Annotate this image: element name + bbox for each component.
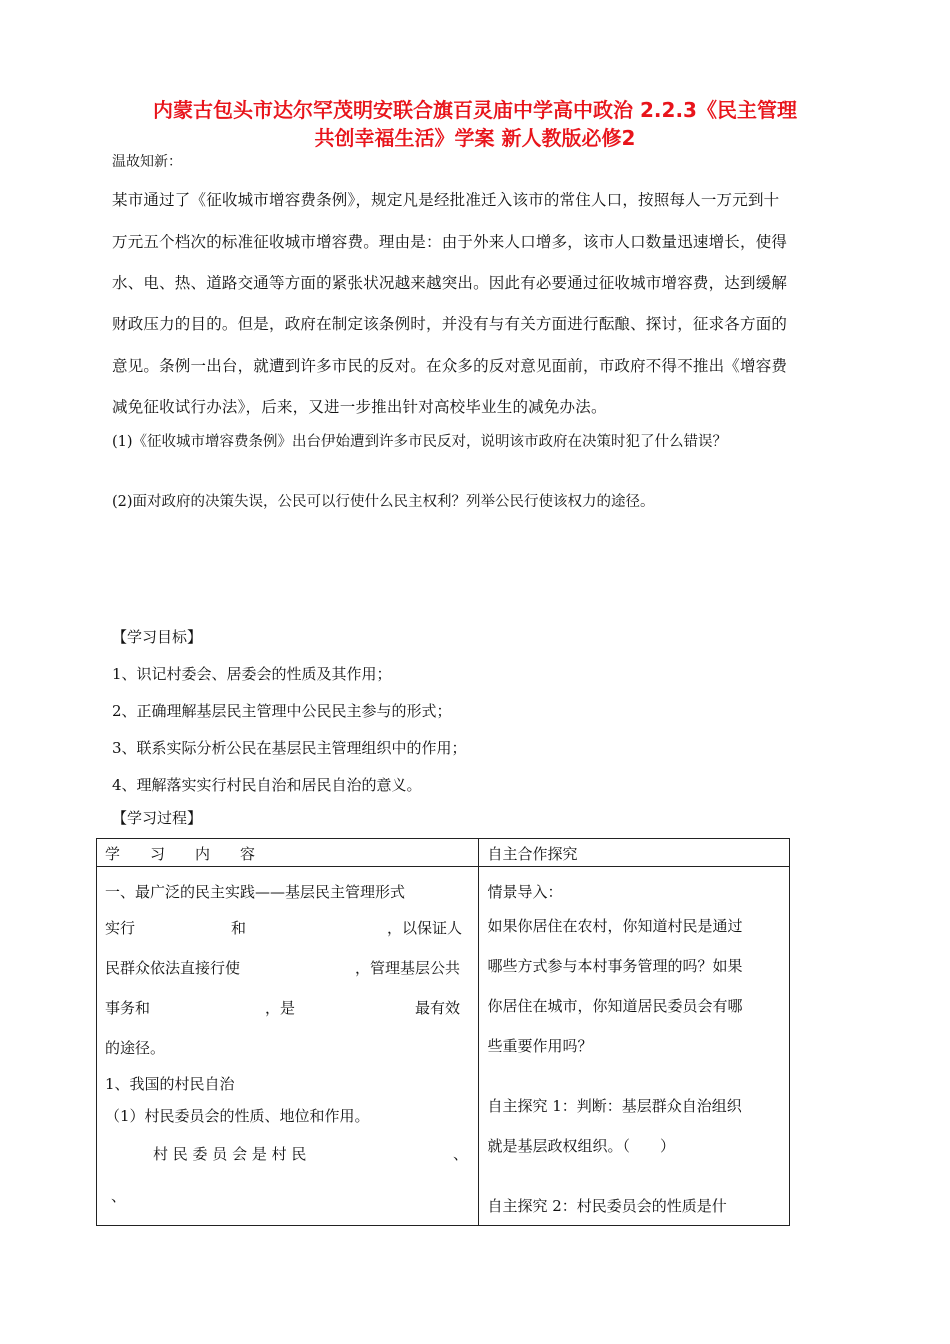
explore-cell [479,867,790,1226]
review-line: 减免征收试行办法》，后来，又进一步推出针对高校毕业生的减免办法。 [112,398,607,416]
title-line-2: 共创幸福生活》学案 新人教版必修2 [314,126,636,150]
fill-text: ，以保证人 [387,919,463,937]
fill-text: 和 [231,919,247,937]
title-line-1: 内蒙古包头市达尔罕茂明安联合旗百灵庙中学高中政治 2.2.3《民主管理 [153,98,797,122]
explore-1-line: 自主探究 1：判断：基层群众自治组织 [487,1097,742,1115]
column-header-explore-label: 自主合作探究 [487,845,578,863]
question-1: (1)《征收城市增容费条例》出台伊始遭到许多市民反对，说明该市政府在决策时犯了什么错误？ [112,434,728,450]
fill-text: 事务和 [105,999,151,1017]
review-line: 万元五个档次的标准征收城市增容费。理由是：由于外来人口增多，该市人口数量迅速增长，使得 [112,233,788,251]
fill-text: 最有效 [415,999,461,1017]
objective-item: 2、正确理解基层民主管理中公民民主参与的形式； [112,702,452,720]
objectives-heading: 【学习目标】 [112,628,203,646]
objective-item: 3、联系实际分析公民在基层民主管理组织中的作用； [112,739,467,757]
fill-text: ，管理基层公共 [355,959,461,977]
section-title: 一、最广泛的民主实践——基层民主管理形式 [105,883,406,901]
question-2: (2)面对政府的决策失误，公民可以行使什么民主权利？列举公民行使该权力的途径。 [112,494,655,510]
intro-line: 哪些方式参与本村事务管理的吗？如果 [487,957,743,975]
fill-text: 村 民 委 员 会 是 村 民 [153,1145,307,1163]
fill-text: 实行 [105,919,136,937]
column-header-content-label: 学 习 内 容 [105,845,256,863]
review-line: 意见。条例一出台，就遭到许多市民的反对。在众多的反对意见面前，市政府不得不推出《增容费 [112,357,788,375]
fill-text: 的途径。 [105,1039,166,1057]
column-header-content [97,839,479,867]
fill-text: 、 [453,1145,469,1163]
intro-line: 你居住在城市，你知道居民委员会有哪 [487,997,743,1015]
learning-process-table [96,838,790,1226]
subsection-title: 1、我国的村民自治 [105,1075,235,1093]
fill-text: 民群众依法直接行使 [105,959,241,977]
intro-label: 情景导入： [487,883,563,901]
explore-1-line: 就是基层政权组织。（ ） [487,1137,675,1155]
intro-line: 些重要作用吗？ [487,1037,593,1055]
review-line: 水、电、热、道路交通等方面的紧张状况越来越突出。因此有必要通过征收城市增容费，达到缓解 [112,274,788,292]
explore-2-line: 自主探究 2：村民委员会的性质是什 [487,1197,727,1215]
subsection-item: （1）村民委员会的性质、地位和作用。 [105,1107,370,1125]
fill-text: 、 [111,1187,127,1205]
objective-item: 4、理解落实实行村民自治和居民自治的意义。 [112,776,422,794]
fill-text: ，是 [265,999,296,1017]
intro-line: 如果你居住在农村，你知道村民是通过 [487,917,743,935]
review-heading: 温故知新： [112,154,182,170]
objective-item: 1、识记村委会、居委会的性质及其作用； [112,665,392,683]
review-line: 某市通过了《征收城市增容费条例》，规定凡是经批准迁入该市的常住人口，按照每人一万元到十 [112,191,780,209]
column-header-explore [479,839,790,867]
document-title [100,96,850,152]
review-line: 财政压力的目的。但是，政府在制定该条例时，并没有与有关方面进行酝酿、探讨，征求各方面的 [112,315,788,333]
process-heading: 【学习过程】 [112,809,203,827]
content-cell [97,867,479,1226]
